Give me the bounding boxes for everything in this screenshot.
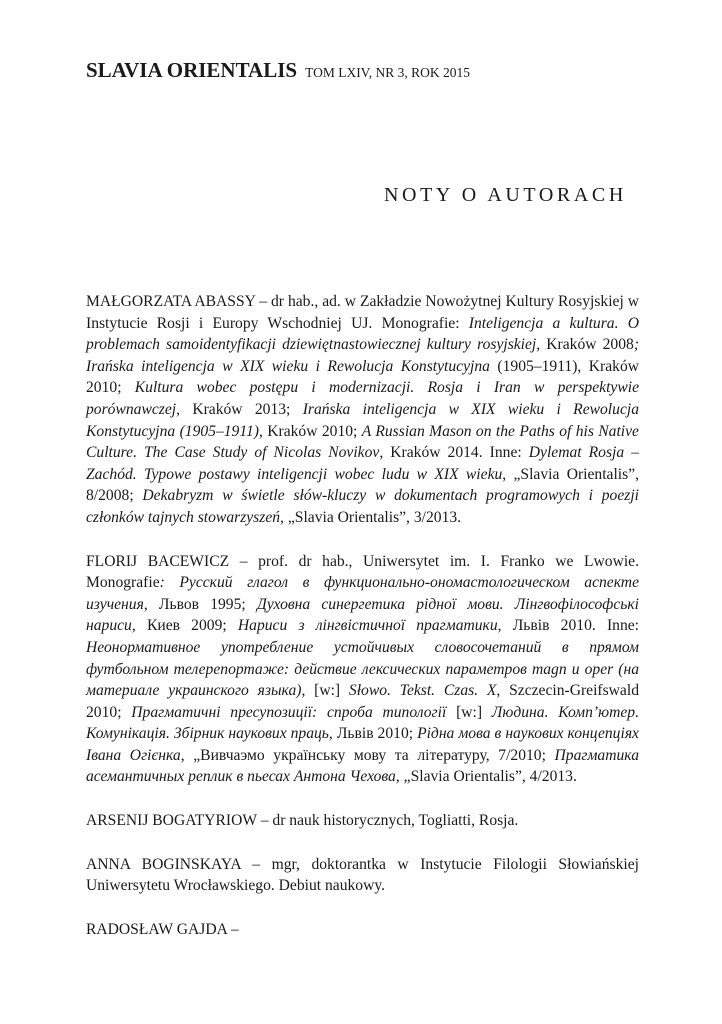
author-note bbox=[86, 919, 639, 941]
note-text: , Kraków 2013; bbox=[176, 400, 303, 418]
italic-text: Inteligencja a kultura. O problemach samoidentyfikacji dziewiętnastowiecznej kultury rosyjskiej, bbox=[86, 314, 640, 354]
note-text: , Kraków 2014. Inne: bbox=[379, 444, 529, 462]
note-text: , Львів 2010; bbox=[328, 725, 418, 743]
issue-info: TOM LXIV, NR 3, ROK 2015 bbox=[305, 65, 470, 80]
note-text: , „Slavia Orientalis”, 8/2008; bbox=[86, 465, 640, 505]
italic-text: Kultura wobec postępu i modernizacji. Rosja i Iran w perspektywie porównawczej bbox=[86, 379, 639, 418]
running-header bbox=[86, 58, 470, 83]
note-text: – mgr, doktorantka w Instytucie Filologii Słowiańskiej Uniwersytetu Wrocławskiego. Debiut naukowy. bbox=[86, 855, 639, 895]
note-text: , Kraków 2010; bbox=[258, 422, 362, 440]
author-name: ANNA BOGINSKAYA bbox=[86, 855, 241, 873]
italic-text: Прагматичні пресупозиції: спроба типології bbox=[131, 703, 447, 721]
author-note bbox=[86, 291, 639, 529]
author-notes-list bbox=[86, 291, 639, 962]
italic-text: Духовна синергетика рідної мови. Лінгвофілософські нариси bbox=[86, 595, 640, 635]
note-text: [w:] bbox=[446, 703, 492, 721]
italic-text: Людина. Комп’ютер. Комунікація. Збірник наукових праць bbox=[86, 703, 639, 743]
note-text: (1905–1911), Kraków 2010; bbox=[86, 357, 640, 397]
italic-text: Dekabryzm w świetle słów-kluczy w dokumentach programowych i poezji członków tajnych stowarzyszeń bbox=[86, 487, 639, 526]
italic-text: Прагматика асемантичных реплик в пьесах Антона Чехова bbox=[86, 746, 639, 786]
author-name: MAŁGORZATA ABASSY bbox=[86, 293, 256, 310]
italic-text: ; Irańska inteligencja w XIX wieku i Rewolucja Konstytucyjna bbox=[86, 336, 640, 375]
italic-text: Неонормативное употребление устойчивых словосочетаний в прямом футбольном телерепортаже: действие лексических параметров magn и oper (на материале украинского языка) bbox=[86, 638, 639, 700]
author-note bbox=[86, 810, 639, 832]
note-text: , Szczecin-Greifswald 2010; bbox=[86, 682, 639, 721]
author-note bbox=[86, 854, 639, 897]
journal-title: SLAVIA ORIENTALIS bbox=[86, 58, 298, 82]
italic-text: Dylemat Rosja – Zachód. Typowe postawy inteligencji wobec ludu w XIX wieku bbox=[86, 444, 639, 483]
note-text: , Львов 1995; bbox=[143, 595, 257, 613]
note-text: , Львів 2010. Inne: bbox=[497, 617, 639, 635]
italic-text: : Русский глагол в функционально-ономастологическом аспекте изучения bbox=[86, 574, 639, 613]
note-text: , „Slavia Orientalis”, 4/2013. bbox=[395, 768, 577, 786]
author-name: FLORIJ BACEWICZ bbox=[86, 552, 230, 570]
italic-text: A Russian Mason on the Paths of his Native Culture. The Case Study of Nicolas Novikov bbox=[86, 422, 639, 462]
italic-text: Рідна мова в наукових концепціях Івана Огієнка bbox=[86, 725, 639, 764]
note-text: – dr nauk historycznych, Togliatti, Rosja. bbox=[256, 812, 519, 830]
note-text: – prof. dr hab., Uniwersytet im. I. Franko we Lwowie. Monografie bbox=[86, 552, 639, 592]
italic-text: Słowo. Tekst. Czas. X bbox=[348, 682, 497, 700]
author-name: RADOSŁAW GAJDA bbox=[86, 920, 227, 938]
author-name: ARSENIJ BOGATYRIOW bbox=[86, 812, 257, 830]
note-text: Kraków 2008 bbox=[540, 336, 634, 354]
note-text: – dr hab., ad. w Zakładzie Nowożytnej Kultury Rosyjskiej w Instytucie Rosji i Europy Wschodniej UJ. Monografie: bbox=[86, 293, 639, 332]
italic-text: Irańska inteligencja w XIX wieku i Rewolucja Konstytucyjna (1905–1911) bbox=[86, 400, 639, 440]
section-title: NOTY O AUTORACH bbox=[384, 184, 627, 206]
note-text: , Киев 2009; bbox=[131, 617, 238, 635]
italic-text: Нариси з лінгвістичної прагматики bbox=[237, 617, 498, 635]
author-note bbox=[86, 551, 639, 789]
note-text: – bbox=[226, 920, 239, 938]
note-text: , [w:] bbox=[301, 682, 349, 700]
note-text: , „Вивчаэмо українську мову та літературу, 7/2010; bbox=[180, 746, 555, 764]
note-text: , „Slavia Orientalis”, 3/2013. bbox=[280, 508, 462, 526]
